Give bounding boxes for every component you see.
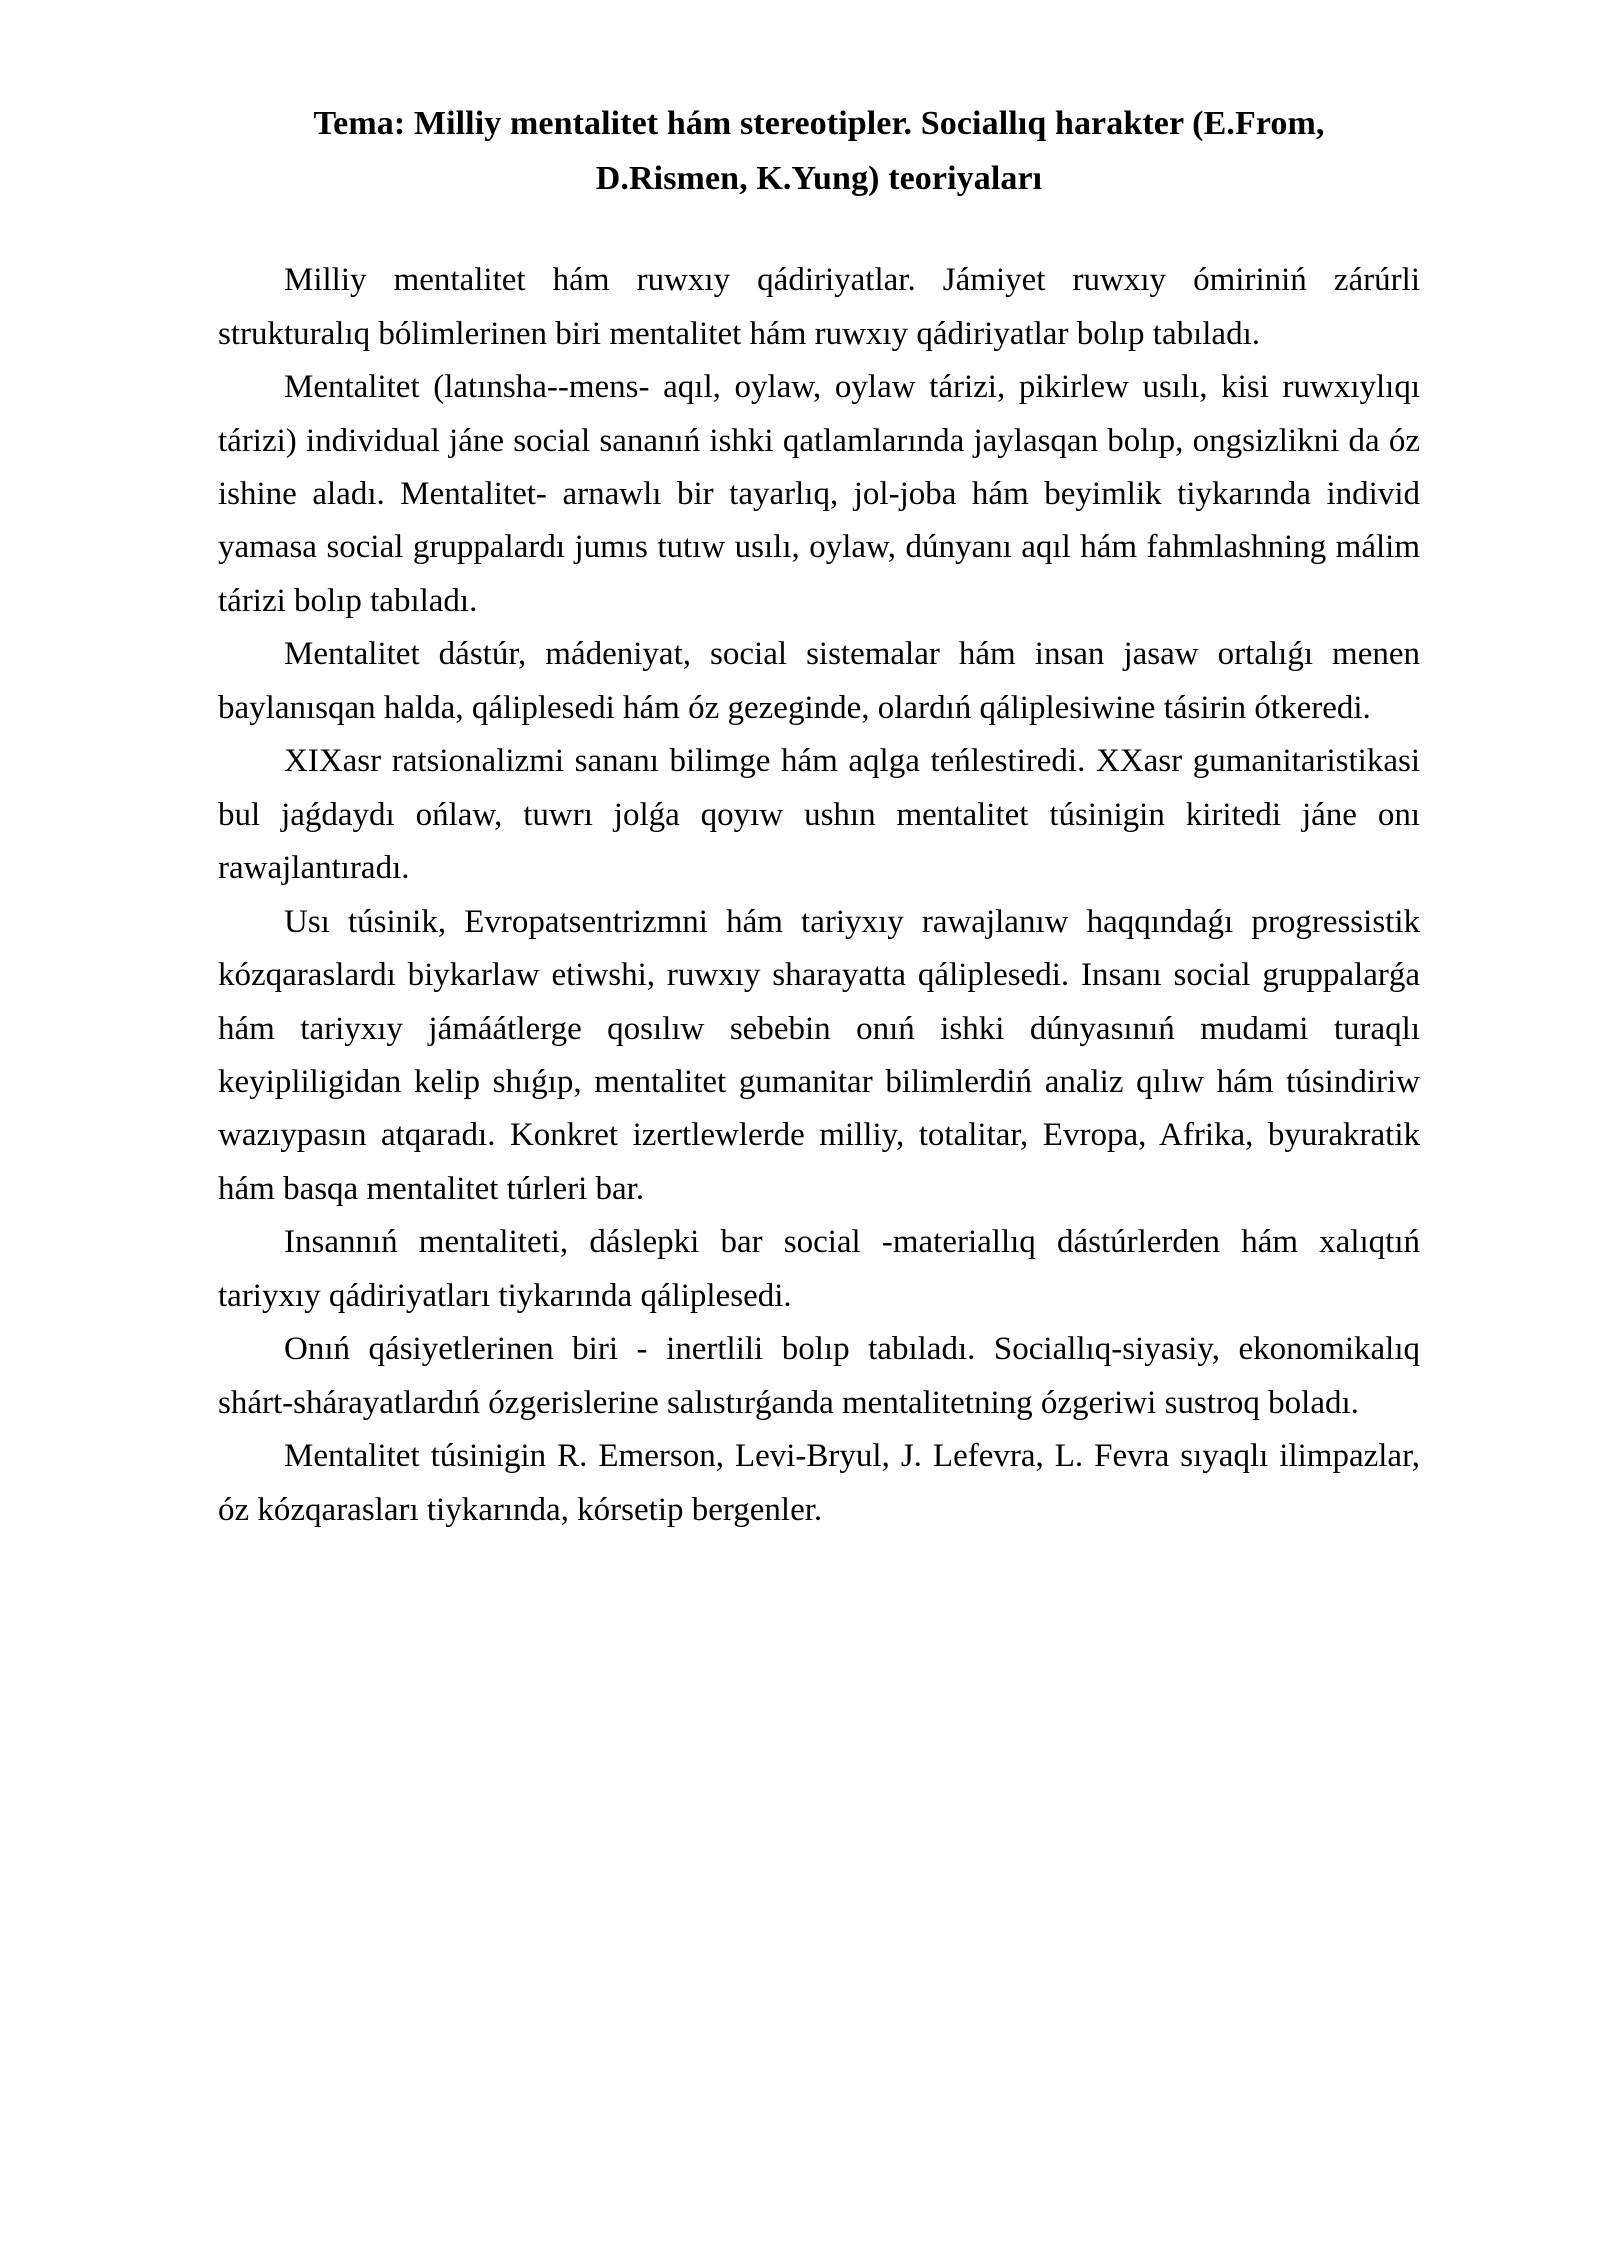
- paragraph-3: Mentalitet dástúr, mádeniyat, social sistemalar hám insan jasaw ortalıǵı menen baylanısqan halda, qáliplesedi hám óz gezeginde, olardıń qáliplesiwine tásirin ótkeredi.: [218, 636, 1420, 726]
- title-line-2: D.Rismen, K.Yung) teoriyaları: [595, 160, 1043, 198]
- paragraph-4: XIXasr ratsionalizmi sananı bilimge hám aqlga teńlestiredi. XXasr gumanitaristikasi bul jaǵdaydı ońlaw, tuwrı jolǵa qoyıw ushın mentalitet túsinigin kiritedi jáne onı rawajlantıradı.: [218, 743, 1420, 887]
- document-content: [218, 96, 1420, 1537]
- paragraph-8: Mentalitet túsinigin R. Emerson, Levi-Bryul, J. Lefevra, L. Fevra sıyaqlı ilimpazlar, óz kózqarasları tiykarında, kórsetip bergenler.: [218, 1438, 1420, 1528]
- page-title: [218, 96, 1420, 206]
- paragraph-6: Insannıń mentaliteti, dáslepki bar social -materiallıq dástúrlerden hám xalıqtıń tariyxıy qádiriyatları tiykarında qáliplesedi.: [218, 1224, 1420, 1314]
- paragraph-7: Onıń qásiyetlerinen biri - inertlili bolıp tabıladı. Sociallıq-siyasiy, ekonomikalıq shárt-shárayatlardıń ózgerislerine salıstırǵanda mentalitetning ózgeriwi sustroq boladı.: [218, 1331, 1420, 1421]
- title-line-1: Tema: Milliy mentalitet hám stereotipler. Sociallıq harakter (E.From,: [313, 105, 1325, 142]
- paragraph-5: Usı túsinik, Evropatsentrizmni hám tariyxıy rawajlanıw haqqındaǵı progressistik kózqaraslardı biykarlaw etiwshi, ruwxıy sharayatta qáliplesedi. Insanı social gruppalarǵa hám tariyxıy jámáátlerge qosılıw sebebin onıń ishki dúnyasınıń mudami turaqlı keyipliligidan kelip shıǵıp, mentalitet gumanitar bilimlerdiń analiz qılıw hám túsindiriw wazıypasın atqaradı. Konkret izertlewlerde milliy, totalitar, Evropa, Afrika, byurakratik hám basqa mentalitet túrleri bar.: [218, 903, 1420, 1207]
- document-body: [218, 254, 1420, 1537]
- paragraph-2: Mentalitet (latınsha--mens- aqıl, oylaw, oylaw tárizi, pikirlew usılı, kisi ruwxıylıqı tárizi) individual jáne social sananıń ishki qatlamlarında jaylasqan bolıp, ongsizlikni da óz ishine aladı. Mentalitet- arnawlı bir tayarlıq, jol-joba hám beyimlik tiykarında individ yamasa social gruppalardı jumıs tutıw usılı, oylaw, dúnyanı aqıl hám fahmlashning málim tárizi bolıp tabıladı.: [218, 369, 1420, 619]
- paragraph-1: Milliy mentalitet hám ruwxıy qádiriyatlar. Jámiyet ruwxıy ómiriniń zárúrli strukturalıq bólimlerinen biri mentalitet hám ruwxıy qádiriyatlar bolıp tabıladı.: [218, 262, 1420, 352]
